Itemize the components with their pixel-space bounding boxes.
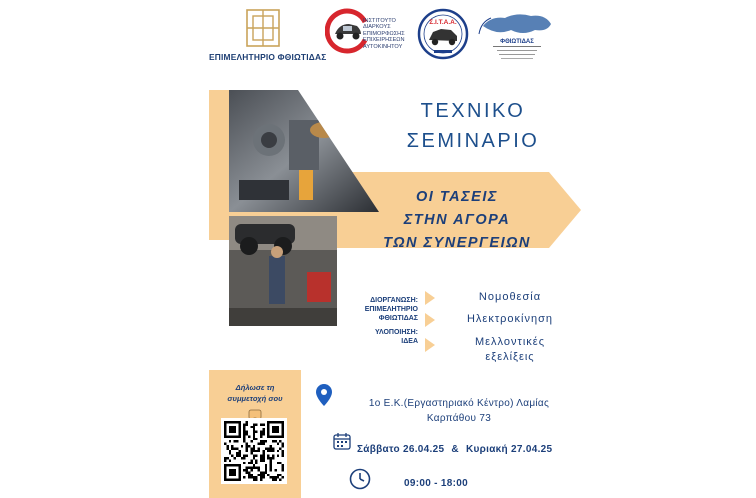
arrow-icon — [425, 313, 435, 327]
map-pin-icon — [316, 384, 332, 406]
car-seal-icon — [417, 8, 469, 60]
epimelitirio-logo — [209, 8, 327, 66]
seminar-dates: Σάββατο 26.04.25 & Κυριακή 27.04.25 — [357, 444, 553, 455]
epimelitirio-name: ΕΠΙΜΕΛΗΤΗΡΙΟ ΦΘΙΩΤΙΔΑΣ — [209, 52, 327, 62]
garage-photo — [229, 216, 337, 326]
organizer-value-line2: ΦΘΙΩΤΙΔΑΣ — [378, 315, 418, 322]
seminar-title: ΤΕΧΝΙΚΟ ΣΕΜΙΝΑΡΙΟ — [406, 100, 540, 152]
region-map-icon — [477, 8, 557, 64]
arrow-icon — [425, 338, 435, 352]
implementer-label: ΥΛΟΠΟΙΗΣΗ: — [374, 329, 418, 336]
topic-future-line2: εξελίξεις — [485, 351, 535, 363]
topic-electromobility: Ηλεκτροκίνηση — [466, 313, 554, 325]
omospondia-name: ΦΘΙΩΤΙΔΑΣ — [500, 39, 534, 45]
institute-logo — [325, 8, 407, 64]
location-street: Καρπάθου 73 — [426, 413, 492, 424]
implementer-value: ΙΔΕΑ — [401, 338, 418, 345]
seminar-poster — [209, 0, 582, 498]
registration-qr-code[interactable] — [221, 418, 287, 484]
cta-text: Δήλωσε τη συμμετοχή σου — [227, 383, 283, 403]
calendar-icon — [333, 432, 351, 450]
seminar-subtitle: ΟΙ ΤΑΣΕΙΣ ΣΤΗΝ ΑΓΟΡΑ ΤΩΝ ΣΥΝΕΡΓΕΙΩΝ — [383, 189, 531, 251]
topic-legislation: Νομοθεσία — [478, 291, 542, 303]
sitaa-name: Σ.Ι.Τ.Α.Α. — [429, 19, 457, 26]
seminar-time: 09:00 - 18:00 — [404, 478, 468, 489]
organizer-label: ΔΙΟΡΓΑΝΩΣΗ: — [370, 297, 418, 304]
epimelitirio-mark-icon — [245, 8, 281, 48]
institute-name: ΙΝΣΤΙΤΟΥΤΟ ΔΙΑΡΚΟΥΣ ΕΠΙΜΟΡΦΩΣΗΣ ΕΠΙΧΕΙΡΗΣΕΩΝ ΑΥΤΟΚΙΝΗΤΟΥ — [363, 18, 405, 50]
topic-future-line1: Μελλοντικές — [474, 336, 545, 348]
organizer-value-line1: ΕΠΙΜΕΛΗΤΗΡΙΟ — [364, 306, 418, 313]
omospondia-logo — [477, 8, 557, 64]
sitaa-logo — [417, 8, 469, 60]
location-address: 1ο Ε.Κ.(Εργαστηριακό Κέντρο) Λαμίας — [368, 398, 550, 409]
arrow-icon — [425, 291, 435, 305]
